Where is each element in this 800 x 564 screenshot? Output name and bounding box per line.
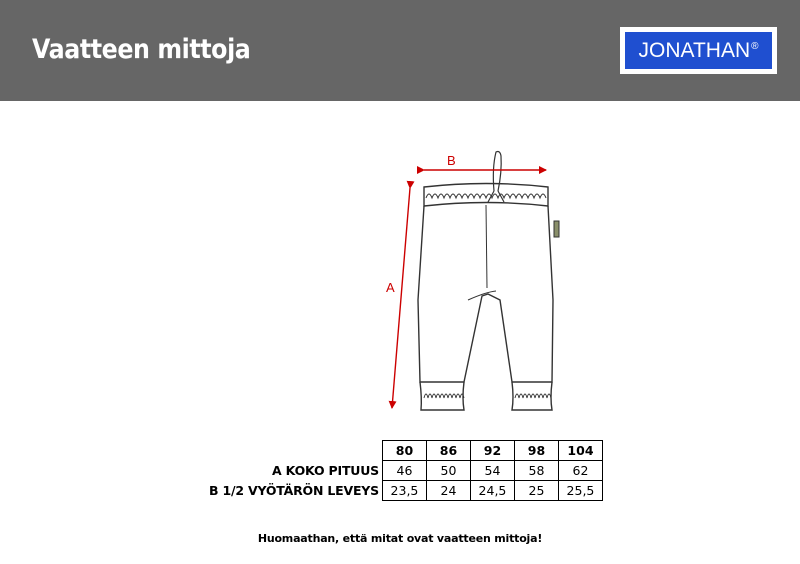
page-title: Vaatteen mittoja — [32, 34, 251, 65]
footnote: Huomaathan, että mitat ovat vaatteen mittoja! — [257, 532, 543, 545]
table-cell: 54 — [470, 461, 514, 481]
table-cell: 62 — [558, 461, 602, 481]
brand-logo-text: JONATHAN — [638, 38, 751, 62]
table-row — [206, 481, 602, 501]
left-cuff — [420, 382, 464, 410]
measure-a-arrow — [392, 188, 410, 408]
left-cuff-gathers — [424, 394, 464, 398]
drawstring — [493, 152, 501, 192]
brand-logo — [620, 27, 777, 74]
brand-logo-inner — [624, 31, 773, 70]
table-cell: 23,5 — [382, 481, 426, 501]
table-cell: 25,5 — [558, 481, 602, 501]
table-cell: 24,5 — [470, 481, 514, 501]
table-cell: 46 — [382, 461, 426, 481]
side-tag — [554, 221, 559, 237]
size-header: 80 — [382, 441, 426, 461]
row-label: B 1/2 VYÖTÄRÖN LEVEYS — [209, 483, 379, 498]
registered-mark: ® — [751, 41, 759, 52]
size-header: 98 — [514, 441, 558, 461]
size-chart-table — [206, 440, 603, 501]
table-cell: 50 — [426, 461, 470, 481]
size-header: 92 — [470, 441, 514, 461]
size-header-row — [206, 441, 602, 461]
pants-illustration — [418, 152, 559, 411]
pants-body — [418, 206, 553, 382]
table-row — [206, 461, 602, 481]
table-corner — [206, 441, 382, 461]
waistband-gathers — [426, 194, 546, 198]
front-seam — [486, 205, 487, 288]
size-header: 86 — [426, 441, 470, 461]
drawstring-tails — [488, 191, 504, 202]
row-label: A KOKO PITUUS — [272, 463, 379, 478]
table-cell: 58 — [514, 461, 558, 481]
label-a: A — [386, 280, 395, 295]
label-b: B — [447, 153, 456, 168]
header-bar — [0, 0, 800, 101]
table-cell: 24 — [426, 481, 470, 501]
right-cuff-gathers — [515, 394, 551, 398]
pants-measurement-diagram — [370, 140, 570, 430]
table-cell: 25 — [514, 481, 558, 501]
size-header: 104 — [558, 441, 602, 461]
